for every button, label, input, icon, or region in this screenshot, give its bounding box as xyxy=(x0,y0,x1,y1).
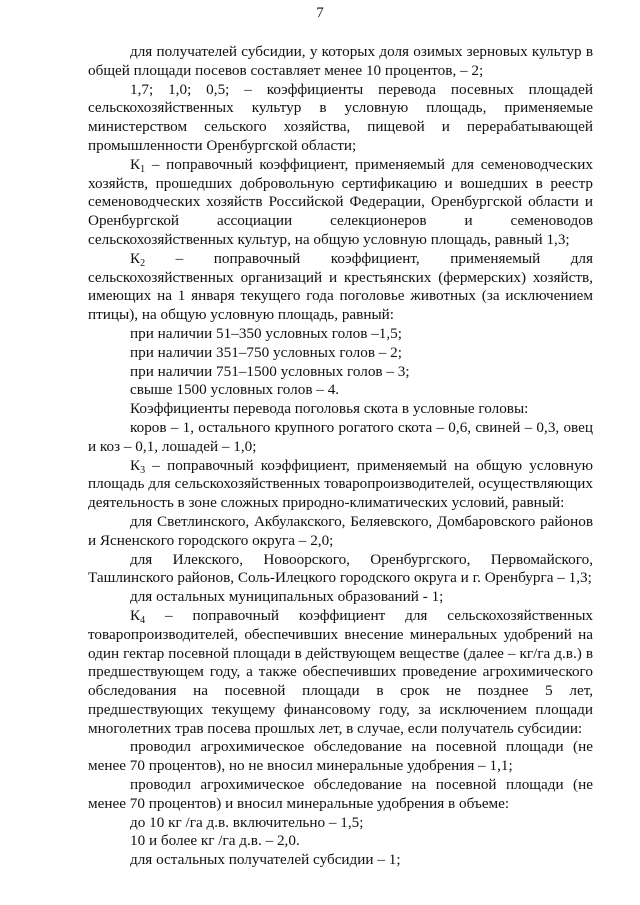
list-item-heads-751-1500: при наличии 751–1500 условных голов – 3; xyxy=(130,362,410,380)
list-item-districts-2-0: для Светлинского, Акбулакского, Беляевского, Домбаровского районов и Ясненского городского округа – 2,0; xyxy=(88,512,593,549)
page-number: 7 xyxy=(316,5,324,21)
list-item-heads-over-1500: свыше 1500 условных голов – 4. xyxy=(130,381,340,399)
paragraph-k2: $К_2$ – поправочный коэффициент, применяемый для сельскохозяйственных организаций и крестьянских (фермерских) хозяйств, имеющих на 1 января текущего года поголовье животных (за исключением птицы), на общую условную площадь, равный: xyxy=(88,249,593,324)
document-body xyxy=(88,43,593,870)
paragraph-conversion-coefficients: 1,7; 1,0; 0,5; – коэффициенты перевода посевных площадей сельскохозяйственных культур в условную площадь, применяемые министерством сельского хозяйства, пищевой и перерабатывающей промышленности Оренбургской области; xyxy=(88,80,593,154)
paragraph-k1: $К_1$ – поправочный коэффициент, применяемый для семеноводческих хозяйств, прошедших добровольную сертификацию и вошедших в реестр семеноводческих хозяйств Российской Федерации, Оренбургской области и Оренбургской ассоциации селекционеров и семеноводов сельскохозяйственных культур, на общую условную площадь, равный 1,3; xyxy=(88,155,593,248)
list-item-10kg-and-more: 10 и более кг /га д.в. – 2,0. xyxy=(130,832,300,850)
list-item-survey-no-fertilizer: проводил агрохимическое обследование на посевной площади (не менее 70 процентов), но не вносил минеральные удобрения – 1,1; xyxy=(88,738,593,775)
list-item-heads-51-350: при наличии 51–350 условных голов –1,5; xyxy=(130,324,402,342)
list-item-up-to-10kg: до 10 кг /га д.в. включительно – 1,5; xyxy=(130,813,364,831)
paragraph-k4: $К_4$ – поправочный коэффициент для сельскохозяйственных товаропроизводителей, обеспечивших внесение минеральных удобрений на один гектар посевной площади в действующем веществе (далее – кг/га д.в.) в предшествующем году, а также обеспечивших проведение агрохимического обследования на посевной площади в срок не позднее 5 лет, предшествующих текущему финансовому году, за исключением площади многолетних трав посева прошлых лет, в случае, если получатель субсидии: xyxy=(88,606,593,737)
list-item-other-recipients: для остальных получателей субсидии – 1; xyxy=(130,851,401,869)
list-item-other-municipalities: для остальных муниципальных образований - 1; xyxy=(130,588,444,606)
list-item-heads-351-750: при наличии 351–750 условных голов – 2; xyxy=(130,343,402,361)
paragraph-livestock-coefficients-heading: Коэффициенты перевода поголовья скота в условные головы: xyxy=(130,400,529,418)
paragraph-livestock-coefficients: коров – 1, остального крупного рогатого скота – 0,6, свиней – 0,3, овец и коз – 0,1, лошадей – 1,0; xyxy=(88,418,593,455)
paragraph-k3: $К_3$ – поправочный коэффициент, применяемый на общую условную площадь для сельскохозяйственных товаропроизводителей, осуществляющих деятельность в зоне сложных природно-климатических условий, равный: xyxy=(88,456,593,512)
list-item-districts-1-3: для Илекского, Новоорского, Оренбургского, Первомайского, Ташлинского районов, Соль-Илецкого городского округа и г. Оренбурга – 1,3; xyxy=(88,550,593,587)
list-item-survey-with-fertilizer: проводил агрохимическое обследование на посевной площади (не менее 70 процентов) и вносил минеральные удобрения в объеме: xyxy=(88,776,593,812)
paragraph-winter-crops: для получателей субсидии, у которых доля озимых зерновых культур в общей площади посевов составляет менее 10 процентов, – 2; xyxy=(88,43,593,79)
